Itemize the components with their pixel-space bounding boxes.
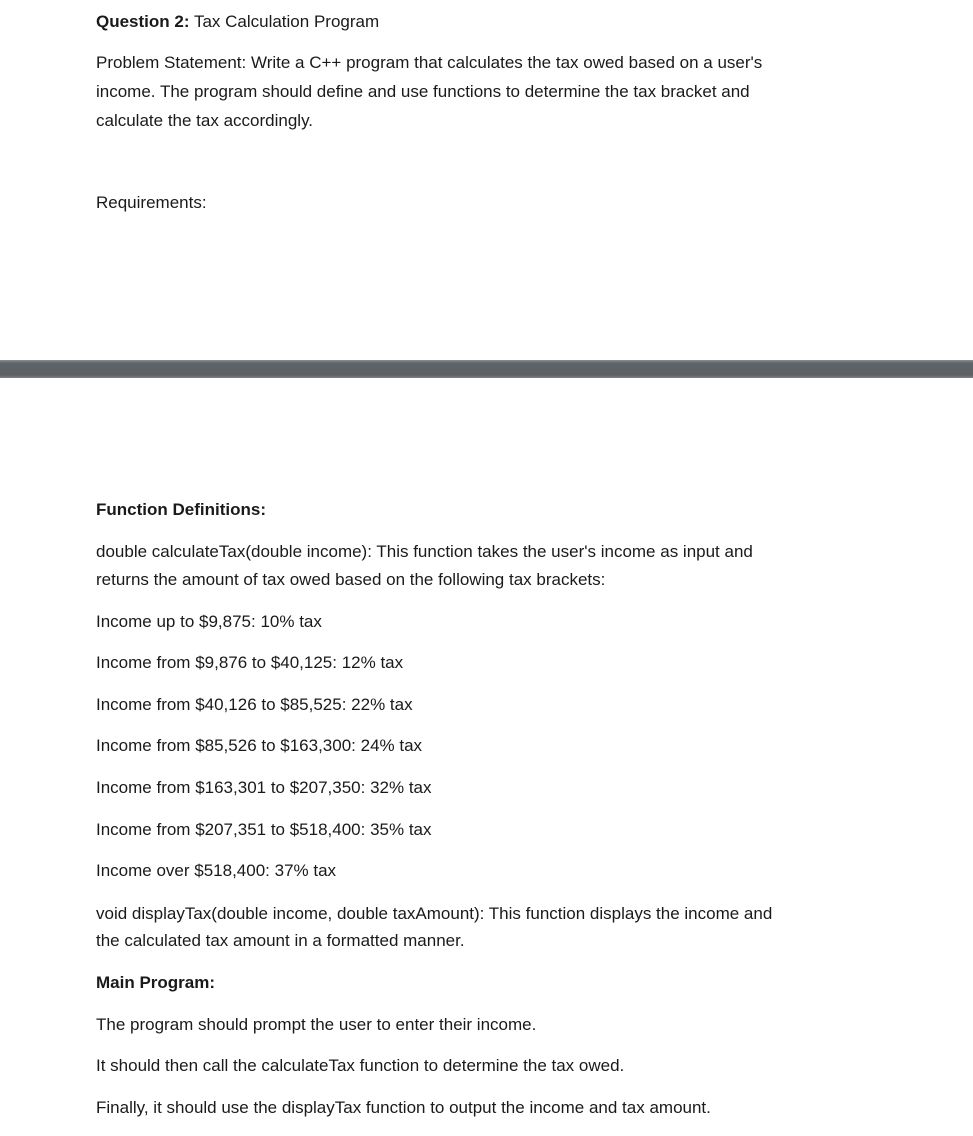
requirements-label: Requirements: (96, 193, 207, 212)
tax-bracket-2: Income from $9,876 to $40,125: 12% tax (96, 653, 404, 672)
main-program-step-3: Finally, it should use the displayTax function to output the income and tax amount. (96, 1098, 711, 1117)
question-label: Question 2: (96, 12, 190, 31)
tax-bracket-4: Income from $85,526 to $163,300: 24% tax (96, 736, 423, 755)
main-program-step-2: It should then call the calculateTax function to determine the tax owed. (96, 1056, 625, 1075)
tax-bracket-5: Income from $163,301 to $207,350: 32% tax (96, 778, 432, 797)
question-heading (96, 11, 379, 33)
problem-statement-line-3: calculate the tax accordingly. (96, 111, 314, 130)
main-program-heading: Main Program: (96, 973, 216, 992)
problem-statement-line-1: Problem Statement: Write a C++ program that calculates the tax owed based on a user's (96, 53, 763, 72)
page-break-divider (0, 360, 973, 378)
question-title: Tax Calculation Program (193, 12, 380, 31)
document-page-top (0, 0, 973, 360)
function-definitions-heading: Function Definitions: (96, 500, 266, 519)
main-program-step-1: The program should prompt the user to enter their income. (96, 1015, 537, 1034)
calculate-tax-line-2: returns the amount of tax owed based on the following tax brackets: (96, 570, 606, 589)
tax-bracket-3: Income from $40,126 to $85,525: 22% tax (96, 695, 413, 714)
problem-statement-line-2: income. The program should define and use functions to determine the tax bracket and (96, 82, 750, 101)
tax-bracket-6: Income from $207,351 to $518,400: 35% tax (96, 820, 432, 839)
display-tax-line-1: void displayTax(double income, double taxAmount): This function displays the income and (96, 904, 773, 923)
calculate-tax-line-1: double calculateTax(double income): This function takes the user's income as input and (96, 542, 753, 561)
document-page-bottom (0, 378, 973, 1136)
display-tax-line-2: the calculated tax amount in a formatted manner. (96, 931, 465, 950)
tax-bracket-7: Income over $518,400: 37% tax (96, 861, 337, 880)
tax-bracket-1: Income up to $9,875: 10% tax (96, 612, 322, 631)
